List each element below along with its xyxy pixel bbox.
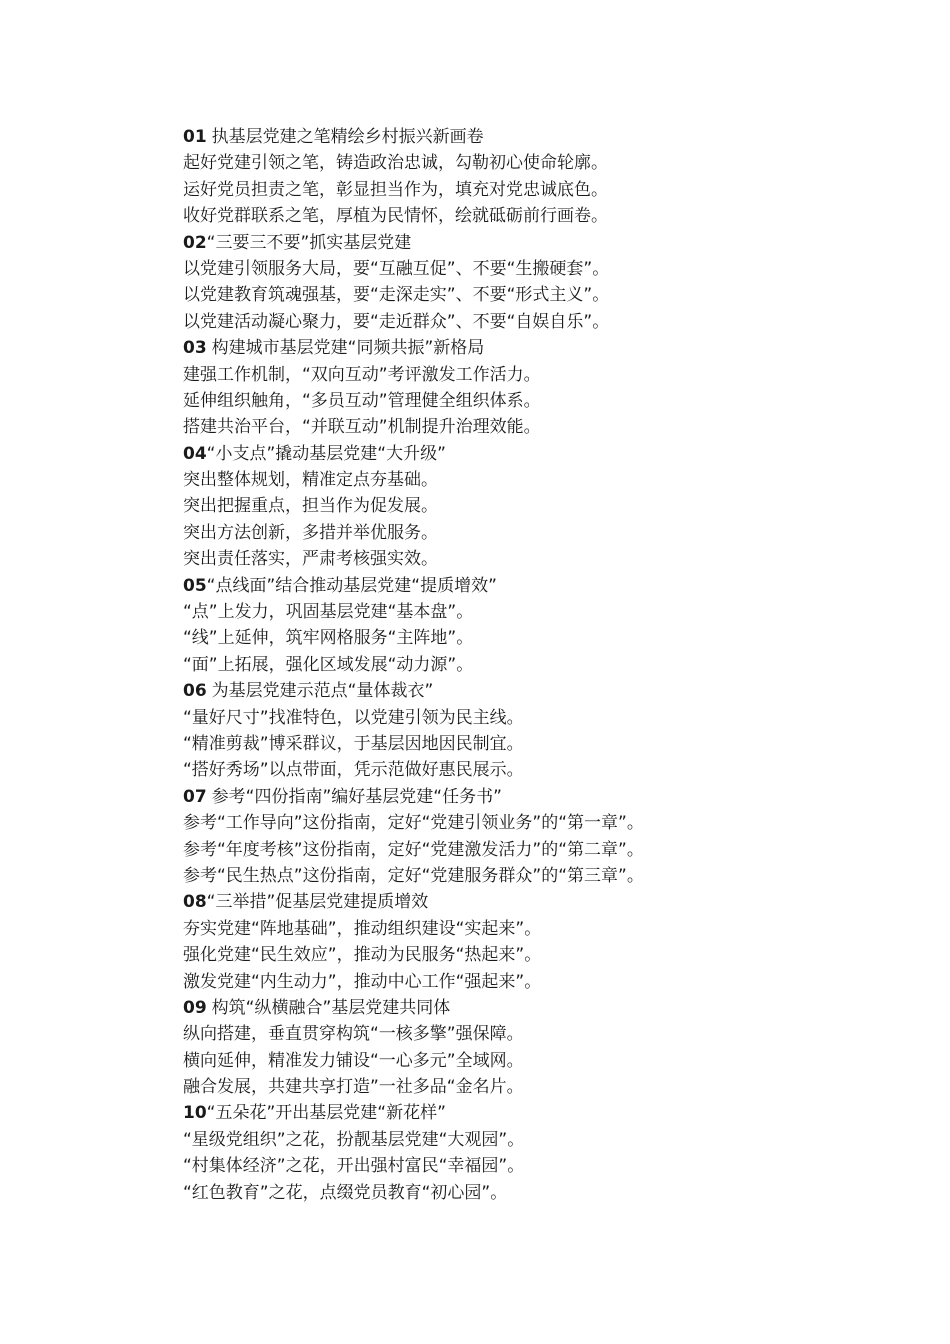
section-number: 10 [183,1103,207,1124]
body-line: “量好尺寸”找准特色，以党建引领为民主线。 [183,707,524,728]
body-line: 纵向搭建，垂直贯穿构筑“一核多擎”强保障。 [183,1024,524,1045]
section-heading [183,124,923,150]
body-line: 建强工作机制，“双向互动”考评激发工作活力。 [183,364,541,385]
body-line: “精准剪裁”博采群议，于基层因地因民制宜。 [183,733,524,754]
body-line: 参考“年度考核”这份指南，定好“党建激发活力”的“第二章”。 [183,839,644,860]
section-number: 05 [183,575,207,596]
body-line: “面”上拓展，强化区域发展“动力源”。 [183,654,474,675]
body-line: 参考“民生热点”这份指南，定好“党建服务群众”的“第三章”。 [183,865,644,886]
section-heading [183,573,923,599]
body-line: 以党建教育筑魂强基，要“走深走实”、不要“形式主义”。 [183,285,610,306]
section-title-text: “小支点”撬动基层党建“大升级” [206,443,446,464]
section-heading [183,335,923,361]
body-line: 突出把握重点，担当作为促发展。 [183,496,438,517]
body-line: “点”上发力，巩固基层党建“基本盘”。 [183,602,474,623]
section-title-text: 为基层党建示范点“量体裁衣” [211,681,434,702]
body-line: 突出方法创新，多措并举优服务。 [183,522,438,543]
section-number: 02 [183,232,207,253]
section-number: 07 [183,786,207,807]
body-line: 激发党建“内生动力”，推动中心工作“强起来”。 [183,971,542,992]
section-title-text: 参考“四份指南”编好基层党建“任务书” [211,786,502,807]
body-line: 以党建活动凝心聚力，要“走近群众”、不要“自娱自乐”。 [183,311,610,332]
section-title-text: 构建城市基层党建“同频共振”新格局 [211,338,485,359]
section-number: 04 [183,443,207,464]
section-title-text: “点线面”结合推动基层党建“提质增效” [206,575,497,596]
section-heading [183,230,923,256]
section-title-text: “三要三不要”抓实基层党建 [206,232,412,253]
body-line: 搭建共治平台，“并联互动”机制提升治理效能。 [183,417,541,438]
section-number: 03 [183,338,207,359]
body-line: 突出责任落实，严肃考核强实效。 [183,549,438,570]
section-title-text: 执基层党建之笔精绘乡村振兴新画卷 [211,127,484,147]
body-line: “搭好秀场”以点带面，凭示范做好惠民展示。 [183,760,524,781]
body-line: 以党建引领服务大局，要“互融互促”、不要“生搬硬套”。 [183,258,610,279]
section-title-text: “五朵花”开出基层党建“新花样” [206,1103,446,1124]
body-line: 参考“工作导向”这份指南，定好“党建引领业务”的“第一章”。 [183,813,644,834]
body-line: 夯实党建“阵地基础”，推动组织建设“实起来”。 [183,918,542,939]
section-number: 09 [183,997,207,1018]
body-line: 突出整体规划，精准定点夯基础。 [183,470,438,491]
section-heading [183,441,923,467]
section-number: 01 [183,127,207,147]
section-heading [183,995,923,1021]
body-line: “红色教育”之花，点缀党员教育“初心园”。 [183,1182,508,1203]
section-heading [183,1100,923,1126]
section-heading [183,784,923,810]
section-title-text: 构筑“纵横融合”基层党建共同体 [211,997,451,1018]
section-heading [183,678,923,704]
section-number: 06 [183,681,207,702]
section-number: 08 [183,892,207,913]
body-line: “村集体经济”之花，开出强村富民“幸福园”。 [183,1156,525,1177]
body-line: “线”上延伸，筑牢网格服务“主阵地”。 [183,628,474,649]
section-heading [183,889,923,915]
body-line: 融合发展，共建共享打造”一社多品“金名片。 [183,1077,524,1098]
body-line: 起好党建引领之笔，铸造政治忠诚，勾勒初心使命轮廓。 [183,153,608,174]
body-line: 延伸组织触角，“多员互动”管理健全组织体系。 [183,390,541,411]
body-line: 强化党建“民生效应”，推动为民服务“热起来”。 [183,945,542,966]
body-line: “星级党组织”之花，扮靓基层党建“大观园”。 [183,1129,525,1150]
section-title-text: “三举措”促基层党建提质增效 [206,892,429,913]
document-body [183,124,923,1206]
body-line: 收好党群联系之笔，厚植为民情怀，绘就砥砺前行画卷。 [183,206,608,227]
body-line: 横向延伸，精准发力铺设“一心多元”全域网。 [183,1050,524,1071]
body-line: 运好党员担责之笔，彰显担当作为，填充对党忠诚底色。 [183,179,608,200]
